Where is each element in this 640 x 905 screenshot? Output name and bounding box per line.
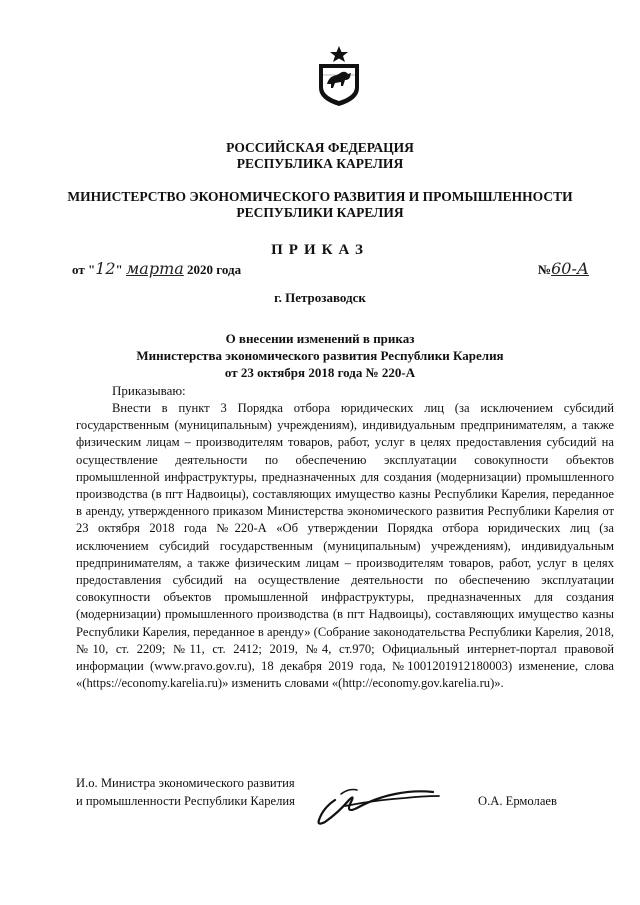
subject-line3: от 23 октября 2018 года № 220-А — [224, 365, 416, 380]
signer-title-line1: И.о. Министра экономического развития — [76, 776, 295, 790]
handwritten-signature — [305, 770, 455, 830]
number-handwritten: 60-А — [551, 259, 589, 278]
date-month-handwritten: марта — [126, 259, 184, 278]
order-lead: Приказываю: — [112, 383, 186, 398]
date-year: 2020 года — [183, 262, 242, 277]
date-day-handwritten: 12 — [95, 259, 116, 278]
number-sign: № — [538, 262, 552, 277]
region-name: РЕСПУБЛИКА КАРЕЛИЯ — [236, 156, 404, 171]
subject-line1: О внесении изменений в приказ — [225, 331, 415, 346]
order-body-text: Внести в пункт 3 Порядка отбора юридических лиц (за исключением субсидий государственным (муниципальным) учреждениям), индивидуальным предпринимателям, а также физическим лицам – производителям товаров, работ, услуг в целях предоставления субсидий на осуществление деятельности по обеспечению эксплуатации совокупности объектов промышленной инфраструктуры, предназначенных для создания (модернизации) промышленного производства (в пгт Надвоицы), составляющих имущество казны Республики Карелия, переданное в аренду, утвержденного приказом Министерства экономического развития Республики Карелия от 23 октября 2018 года №220-А «Об утверждении Порядка отбора юридических лиц (за исключением субсидий государственным (муниципальным) учреждениям), индивидуальным предпринимателям, а также физическим лицам – производителям товаров, работ, услуг в целях предоставления субсидий на осуществление деятельности по обеспечению эксплуатации совокупности объектов промышленной инфраструктуры, предназначенных для создания (модернизации) промышленного производства (в пгт Надвоицы), составляющих имущество казны Республики Карелия, переданное в аренду» (Собрание законодательства Республики Карелия, 2018, №10, ст. 2209; №11, ст. 2412; 2019, №4, ст.970; Официальный интернет-портал правовой информации (www.pravo.gov.ru), 18 декабря 2019 года, №1001201912180003) изменение, слова «(https://economy.karelia.ru)» изменить словами «(http://economy.gov.karelia.ru)». — [76, 401, 614, 691]
document-subject — [0, 330, 640, 381]
ministry-name-line2: РЕСПУБЛИКИ КАРЕЛИЯ — [236, 205, 404, 220]
document-type-title: ПРИКАЗ — [271, 242, 369, 258]
signer-name: О.А. Ермолаев — [478, 794, 557, 808]
date-mid: " — [115, 262, 127, 277]
country-name: РОССИЙСКАЯ ФЕДЕРАЦИЯ — [226, 140, 414, 155]
document-number — [538, 260, 589, 279]
document-date — [72, 260, 241, 279]
ministry-name-line1: МИНИСТЕРСТВО ЭКОНОМИЧЕСКОГО РАЗВИТИЯ И ПРОМЫШЛЕННОСТИ — [67, 189, 573, 204]
city-name: г. Петрозаводск — [274, 290, 366, 305]
subject-line2: Министерства экономического развития Республики Карелия — [136, 348, 504, 363]
date-prefix: от " — [72, 262, 96, 277]
signer-title — [76, 774, 295, 810]
signer-title-line2: и промышленности Республики Карелия — [76, 794, 295, 808]
karelia-coat-of-arms-emblem — [315, 44, 363, 108]
